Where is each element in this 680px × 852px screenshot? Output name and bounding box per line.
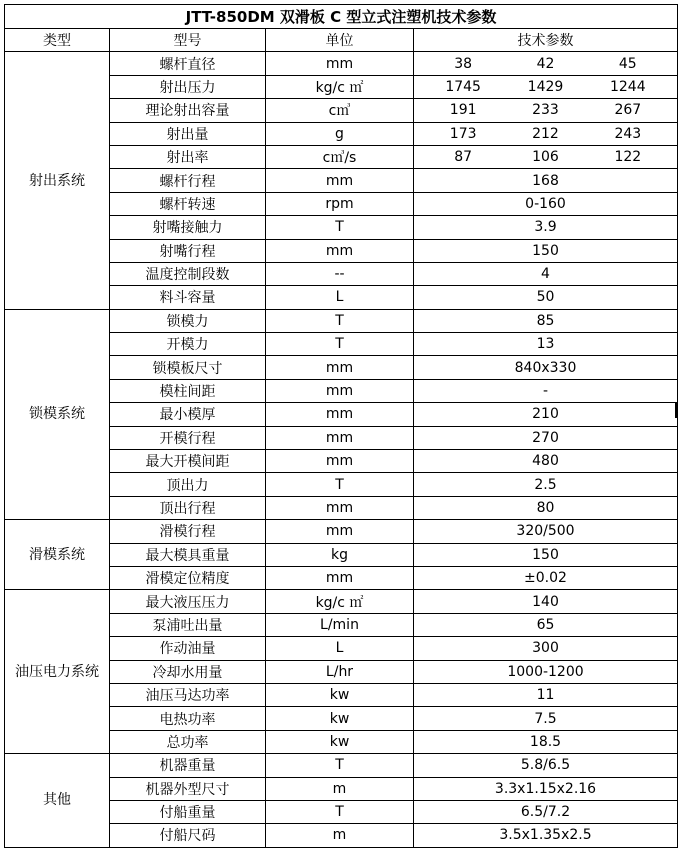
param-name: 螺杆直径 [110,52,266,75]
group-label: 其他 [5,754,110,848]
param-name: 机器外型尺寸 [110,777,266,800]
param-value: 4 [414,262,678,285]
header-spec: 技术参数 [414,29,678,52]
group-label: 锁模系统 [5,309,110,520]
param-name: 滑模定位精度 [110,566,266,589]
param-value: 50 [414,286,678,309]
table-row [5,309,678,332]
param-name: 最大开模间距 [110,450,266,473]
param-name: 开模力 [110,333,266,356]
param-value: 3.5x1.35x2.5 [414,824,678,847]
table-title: JTT-850DM 双滑板 C 型立式注塑机技术参数 [5,5,678,29]
group-label: 滑模系统 [5,520,110,590]
param-value: 38 [454,55,473,72]
param-value: 267 [614,102,642,119]
param-name: 最大模具重量 [110,543,266,566]
param-name: 最小模厚 [110,403,266,426]
param-name: 总功率 [110,730,266,753]
param-unit: kw [266,730,414,753]
param-unit: mm [266,379,414,402]
param-unit: mm [266,403,414,426]
param-unit: g [266,122,414,145]
param-name: 模柱间距 [110,379,266,402]
param-value: ±0.02 [414,566,678,589]
param-value: 320/500 [414,520,678,543]
param-value: 212 [532,125,559,142]
value-group [414,79,677,95]
param-name: 顶出行程 [110,496,266,519]
value-group [414,102,677,118]
table-row [5,52,678,75]
param-value: 45 [618,55,637,72]
param-value: 1745 [445,78,481,95]
value-group [414,56,677,72]
param-name: 冷却水用量 [110,660,266,683]
param-values [414,99,678,122]
param-value: 270 [414,426,678,449]
param-value: 300 [414,637,678,660]
table-row [5,520,678,543]
param-unit: T [266,216,414,239]
param-unit: T [266,309,414,332]
param-value: 2.5 [414,473,678,496]
param-name: 付船尺码 [110,824,266,847]
param-values [414,75,678,98]
param-unit: mm [266,239,414,262]
param-value: 1429 [527,78,564,95]
param-value: 0-160 [414,192,678,215]
param-value: 840x330 [414,356,678,379]
param-value: 80 [414,496,678,519]
header-model: 型号 [110,29,266,52]
param-unit: kg [266,543,414,566]
param-name: 机器重量 [110,754,266,777]
param-value: 150 [414,239,678,262]
param-value: 5.8/6.5 [414,754,678,777]
param-name: 电热功率 [110,707,266,730]
param-value: 106 [532,149,559,166]
param-value: 42 [536,55,555,72]
param-unit: L [266,637,414,660]
param-unit: mm [266,169,414,192]
group-label: 油压电力系统 [5,590,110,754]
param-name: 射嘴行程 [110,239,266,262]
param-name: 顶出力 [110,473,266,496]
param-value: 150 [414,543,678,566]
param-name: 锁模力 [110,309,266,332]
param-value: 65 [414,613,678,636]
param-name: 油压马达功率 [110,683,266,706]
param-value: 140 [414,590,678,613]
param-unit: L/min [266,613,414,636]
param-unit: c㎥ [266,99,414,122]
header-unit: 单位 [266,29,414,52]
param-unit: kg/c ㎡ [266,590,414,613]
param-value: 1244 [609,78,646,95]
param-name: 付船重量 [110,800,266,823]
param-name: 射嘴接触力 [110,216,266,239]
param-unit: m [266,824,414,847]
param-unit: T [266,333,414,356]
param-unit: T [266,754,414,777]
title-row [5,5,678,29]
param-unit: rpm [266,192,414,215]
param-value: 3.9 [414,216,678,239]
param-value: 3.3x1.15x2.16 [414,777,678,800]
header-type: 类型 [5,29,110,52]
param-unit: mm [266,496,414,519]
param-name: 射出压力 [110,75,266,98]
edge-marker [675,402,678,418]
param-values [414,145,678,168]
param-name: 最大液压压力 [110,590,266,613]
param-name: 射出量 [110,122,266,145]
group-label: 射出系统 [5,52,110,309]
param-value: 210 [414,403,678,426]
param-unit: c㎥/s [266,145,414,168]
param-unit: kw [266,683,414,706]
param-value: 11 [414,683,678,706]
param-name: 作动油量 [110,637,266,660]
param-value: - [414,379,678,402]
param-unit: mm [266,450,414,473]
param-values [414,52,678,75]
param-unit: mm [266,426,414,449]
param-name: 理论射出容量 [110,99,266,122]
param-values [414,122,678,145]
param-value: 243 [614,125,642,142]
param-unit: mm [266,520,414,543]
value-group [414,126,677,142]
param-unit: kw [266,707,414,730]
param-unit: -- [266,262,414,285]
param-value: 480 [414,450,678,473]
param-name: 料斗容量 [110,286,266,309]
param-name: 温度控制段数 [110,262,266,285]
param-unit: mm [266,356,414,379]
param-unit: m [266,777,414,800]
param-value: 6.5/7.2 [414,800,678,823]
param-value: 18.5 [414,730,678,753]
param-value: 122 [614,149,642,166]
param-unit: T [266,473,414,496]
param-unit: mm [266,52,414,75]
table-row [5,590,678,613]
param-name: 开模行程 [110,426,266,449]
param-value: 87 [454,149,473,166]
param-unit: L/hr [266,660,414,683]
param-unit: mm [266,566,414,589]
spec-table [4,4,678,848]
param-unit: kg/c ㎡ [266,75,414,98]
param-name: 射出率 [110,145,266,168]
param-unit: L [266,286,414,309]
param-value: 233 [532,102,559,119]
param-name: 螺杆行程 [110,169,266,192]
param-value: 85 [414,309,678,332]
param-value: 1000-1200 [414,660,678,683]
param-name: 泵浦吐出量 [110,613,266,636]
param-name: 锁模板尺寸 [110,356,266,379]
table-row [5,754,678,777]
value-group [414,149,677,165]
param-value: 13 [414,333,678,356]
param-value: 173 [449,125,477,142]
param-value: 191 [449,102,477,119]
param-name: 滑模行程 [110,520,266,543]
header-row [5,29,678,52]
param-unit: T [266,800,414,823]
param-value: 7.5 [414,707,678,730]
param-name: 螺杆转速 [110,192,266,215]
param-value: 168 [414,169,678,192]
